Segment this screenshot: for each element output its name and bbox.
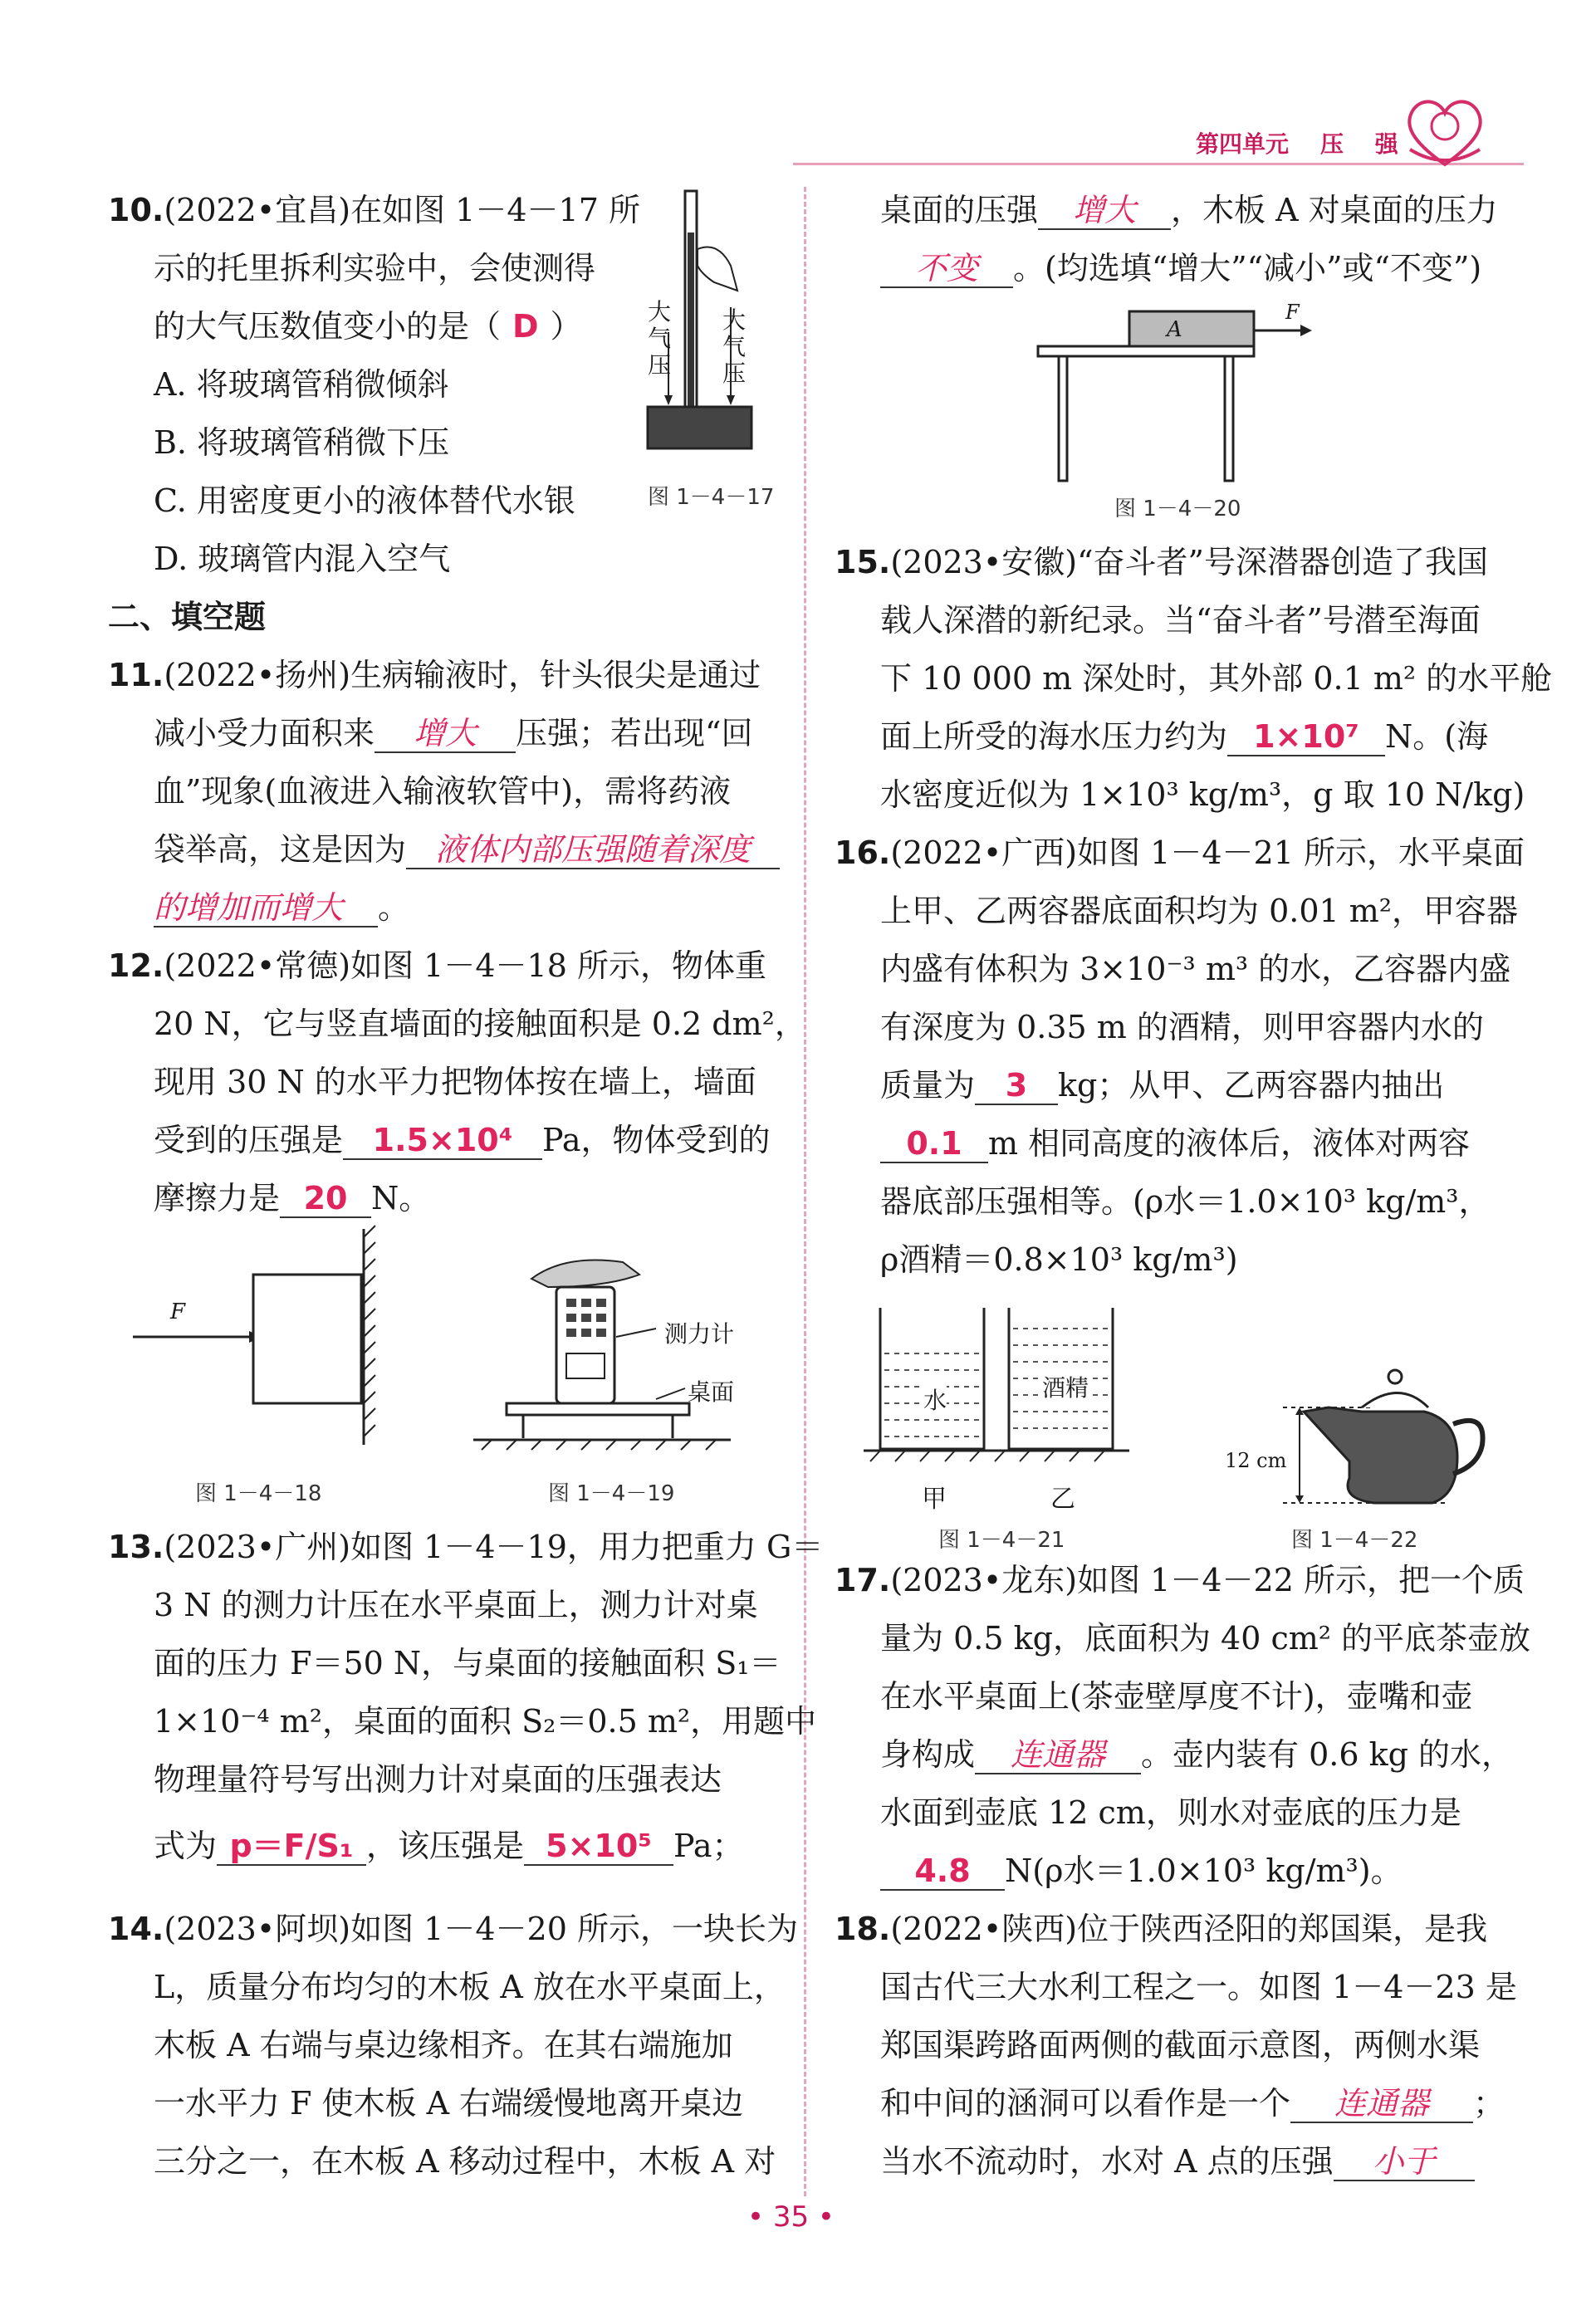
q15-line-1: (2023•安徽)“奋斗者”号深潜器创造了我国 — [890, 544, 1488, 580]
q16-line-7: 器底部压强相等。(ρ水＝1.0×10³ kg/m³， — [880, 1183, 1491, 1220]
q11-line-2a: 减小受力面积来 — [154, 715, 375, 751]
table-board-figure — [1030, 299, 1387, 490]
wall-force-figure — [125, 1221, 390, 1461]
q11-answer-2a: 液体内部压强随着深度 — [406, 831, 780, 869]
q15-line-5: 水密度近似为 1×10³ kg/m³，g 取 10 N/kg) — [880, 776, 1525, 813]
q14-line-4: 一水平力 F 使木板 A 右端缓慢地离开桌边 — [154, 2085, 744, 2122]
fig20-force-label: F — [1285, 301, 1300, 324]
fig17-caption: 图 1－4－17 — [648, 485, 775, 510]
header-topic: 压 强 — [1320, 130, 1410, 158]
q11-line-4a: 袋举高，这是因为 — [154, 831, 407, 868]
q17-line-4a: 身构成 — [880, 1736, 976, 1773]
fig21-alcohol-label: 酒精 — [1042, 1370, 1089, 1403]
fig19-label-table: 桌面 — [688, 1378, 735, 1406]
q11-line-5b: 。 — [378, 889, 410, 926]
fig21-water-label: 水 — [923, 1383, 947, 1416]
q11-number: 11. — [108, 657, 164, 693]
fig18-force-label: F — [170, 1299, 186, 1324]
q13-line-3: 面的压力 F＝50 N，与桌面的接触面积 S₁＝ — [154, 1645, 781, 1681]
q18-line-3: 郑国渠跨路面两侧的截面示意图，两侧水渠 — [880, 2027, 1481, 2063]
q12-answer-2: 20 — [280, 1180, 371, 1218]
q12-line-4a: 受到的压强是 — [154, 1122, 344, 1158]
fig20-block-label: A — [1167, 317, 1182, 342]
q15-line-2: 载人深潜的新纪录。当“奋斗者”号潜至海面 — [880, 602, 1481, 639]
fig19-caption: 图 1－4－19 — [548, 1481, 675, 1506]
q11-answer-2b: 的增加而增大 — [154, 889, 378, 928]
q12-answer-1: 1.5×10⁴ — [343, 1122, 542, 1160]
q13-line-6b: ，该压强是 — [366, 1828, 525, 1864]
q11-line-2b: 压强；若出现“回 — [516, 715, 753, 751]
q14-right-line-2b: 。(均选填“增大”“减小”或“不变”) — [1013, 250, 1482, 286]
q14-answer-1: 增大 — [1038, 192, 1171, 230]
q15-answer-1: 1×10⁷ — [1227, 718, 1385, 756]
q17-number: 17. — [835, 1562, 891, 1598]
q12-line-5b: N。 — [371, 1180, 431, 1216]
q16-line-4: 有深度为 0.35 m 的酒精，则甲容器内水的 — [880, 1009, 1484, 1045]
q17-line-5: 水面到壶底 12 cm，则水对壶底的压力是 — [880, 1794, 1461, 1831]
q10-number: 10. — [108, 192, 164, 228]
q13-answer-2: 5×10⁵ — [524, 1828, 673, 1866]
q15-line-3: 下 10 000 m 深处时，其外部 0.1 m² 的水平舱 — [880, 660, 1553, 697]
q15-line-4a: 面上所受的海水压力约为 — [880, 718, 1228, 755]
q12-line-2: 20 N，它与竖直墙面的接触面积是 0.2 dm²， — [154, 1006, 806, 1042]
q13-answer-1: p＝F/S₁ — [217, 1828, 366, 1866]
q14-number: 14. — [108, 1911, 164, 1947]
q14-right-line-1a: 桌面的压强 — [880, 192, 1039, 228]
q18-answer-1: 连通器 — [1290, 2085, 1473, 2123]
fig22-height-label: 12 cm — [1225, 1449, 1287, 1472]
force-meter-figure — [473, 1246, 756, 1461]
q18-line-5a: 当水不流动时，水对 A 点的压强 — [880, 2143, 1334, 2180]
column-divider — [804, 187, 806, 2196]
q10-line-3: 的大气压数值变小的是 — [154, 308, 470, 345]
torricelli-label-right: 大气压 — [722, 306, 747, 387]
q10-option-a: A. 将玻璃管稍微倾斜 — [154, 366, 449, 403]
q14-right-line-1b: ，木板 A 对桌面的压力 — [1171, 192, 1498, 228]
q17-line-4b: 。壶内装有 0.6 kg 的水， — [1141, 1736, 1514, 1773]
fig21-right-label: 乙 — [1050, 1485, 1075, 1514]
q10-line-1: (2022•宜昌)在如图 1－4－17 所 — [164, 192, 640, 228]
q18-line-4a: 和中间的涵洞可以看作是一个 — [880, 2085, 1291, 2122]
q10-line-2: 示的托里拆利实验中，会使测得 — [154, 250, 596, 286]
q16-line-8: ρ酒精＝0.8×10³ kg/m³) — [880, 1241, 1238, 1278]
fig18-caption: 图 1－4－18 — [195, 1481, 322, 1506]
q12-line-5a: 摩擦力是 — [154, 1180, 281, 1216]
q17-answer-2: 4.8 — [880, 1853, 1005, 1891]
fig20-caption: 图 1－4－20 — [1114, 497, 1241, 521]
q16-line-2: 上甲、乙两容器底面积均为 0.01 m²，甲容器 — [880, 893, 1519, 929]
q17-line-2: 量为 0.5 kg，底面积为 40 cm² 的平底茶壶放 — [880, 1620, 1531, 1657]
fig19-label-meter: 测力计 — [664, 1320, 735, 1348]
q12-number: 12. — [108, 947, 164, 984]
q16-answer-2: 0.1 — [880, 1125, 988, 1163]
q16-number: 16. — [835, 835, 891, 871]
q10-option-d: D. 玻璃管内混入空气 — [154, 541, 451, 577]
q12-line-1: (2022•常德)如图 1－4－18 所示，物体重 — [164, 947, 766, 984]
q13-line-5: 物理量符号写出测力计对桌面的压强表达 — [154, 1761, 722, 1798]
q13-line-1: (2023•广州)如图 1－4－19，用力把重力 G＝ — [164, 1529, 824, 1565]
q16-answer-1: 3 — [975, 1067, 1058, 1105]
q17-line-6b: N(ρ水＝1.0×10³ kg/m³)。 — [1005, 1853, 1403, 1889]
q11-line-1: (2022•扬州)生病输液时，针头很尖是通过 — [164, 657, 761, 693]
header-logo-icon — [1395, 91, 1495, 171]
q13-line-6c: Pa； — [673, 1828, 744, 1864]
q10-option-b: B. 将玻璃管稍微下压 — [154, 424, 450, 461]
q14-line-1: (2023•阿坝)如图 1－4－20 所示，一块长为 — [164, 1911, 798, 1947]
q14-answer-2: 不变 — [880, 250, 1013, 288]
q13-number: 13. — [108, 1529, 164, 1565]
q16-line-3: 内盛有体积为 3×10⁻³ m³ 的水，乙容器内盛 — [880, 951, 1511, 987]
q11-answer-1: 增大 — [375, 715, 516, 753]
q12-line-4b: Pa，物体受到的 — [542, 1122, 771, 1158]
q16-line-6b: m 相同高度的液体后，液体对两容 — [988, 1125, 1471, 1162]
q10-option-c: C. 用密度更小的液体替代水银 — [154, 482, 575, 519]
fig21-caption: 图 1－4－21 — [938, 1528, 1065, 1553]
section-fill-blank-title: 二、填空题 — [108, 599, 267, 635]
q16-line-1: (2022•广西)如图 1－4－21 所示，水平桌面 — [890, 835, 1525, 871]
q14-line-2: L，质量分布均匀的木板 A 放在水平桌面上， — [154, 1969, 786, 2005]
q18-line-4b: ； — [1473, 2085, 1505, 2122]
fig22-caption: 图 1－4－22 — [1291, 1528, 1418, 1553]
q10-answer: D — [512, 308, 539, 345]
q18-number: 18. — [835, 1911, 891, 1947]
q16-line-5a: 质量为 — [880, 1067, 976, 1104]
q13-line-2: 3 N 的测力计压在水平桌面上，测力计对桌 — [154, 1587, 758, 1623]
q17-line-1: (2023•龙东)如图 1－4－22 所示，把一个质 — [890, 1562, 1525, 1598]
q13-line-4: 1×10⁻⁴ m²，桌面的面积 S₂＝0.5 m²，用题中 — [154, 1703, 817, 1740]
header-unit: 第四单元 — [1196, 130, 1290, 158]
q15-number: 15. — [835, 544, 891, 580]
q13-line-6a: 式为 — [154, 1828, 218, 1864]
teapot-figure — [1283, 1362, 1499, 1511]
page-number: • 35 • — [747, 2200, 835, 2234]
two-containers-figure — [864, 1304, 1129, 1470]
torricelli-label-left: 大气压 — [648, 298, 672, 379]
q18-line-1: (2022•陕西)位于陕西泾阳的郑国渠，是我 — [890, 1911, 1488, 1947]
q14-line-5: 三分之一，在木板 A 移动过程中，木板 A 对 — [154, 2143, 776, 2180]
q16-line-5b: kg；从甲、乙两容器内抽出 — [1058, 1067, 1445, 1104]
q17-answer-1: 连通器 — [975, 1736, 1141, 1774]
q18-line-2: 国古代三大水利工程之一。如图 1－4－23 是 — [880, 1969, 1517, 2005]
q12-line-3: 现用 30 N 的水平力把物体按在墙上，墙面 — [154, 1064, 756, 1100]
q15-line-4b: N。(海 — [1385, 718, 1489, 755]
q18-answer-2: 小于 — [1334, 2143, 1475, 2181]
fig21-left-label: 甲 — [922, 1485, 947, 1514]
q17-line-3: 在水平桌面上(茶壶壁厚度不计)，壶嘴和壶 — [880, 1678, 1473, 1715]
q14-line-3: 木板 A 右端与桌边缘相齐。在其右端施加 — [154, 2027, 733, 2063]
q11-line-3: 血”现象(血液进入输液软管中)，需将药液 — [154, 773, 732, 810]
